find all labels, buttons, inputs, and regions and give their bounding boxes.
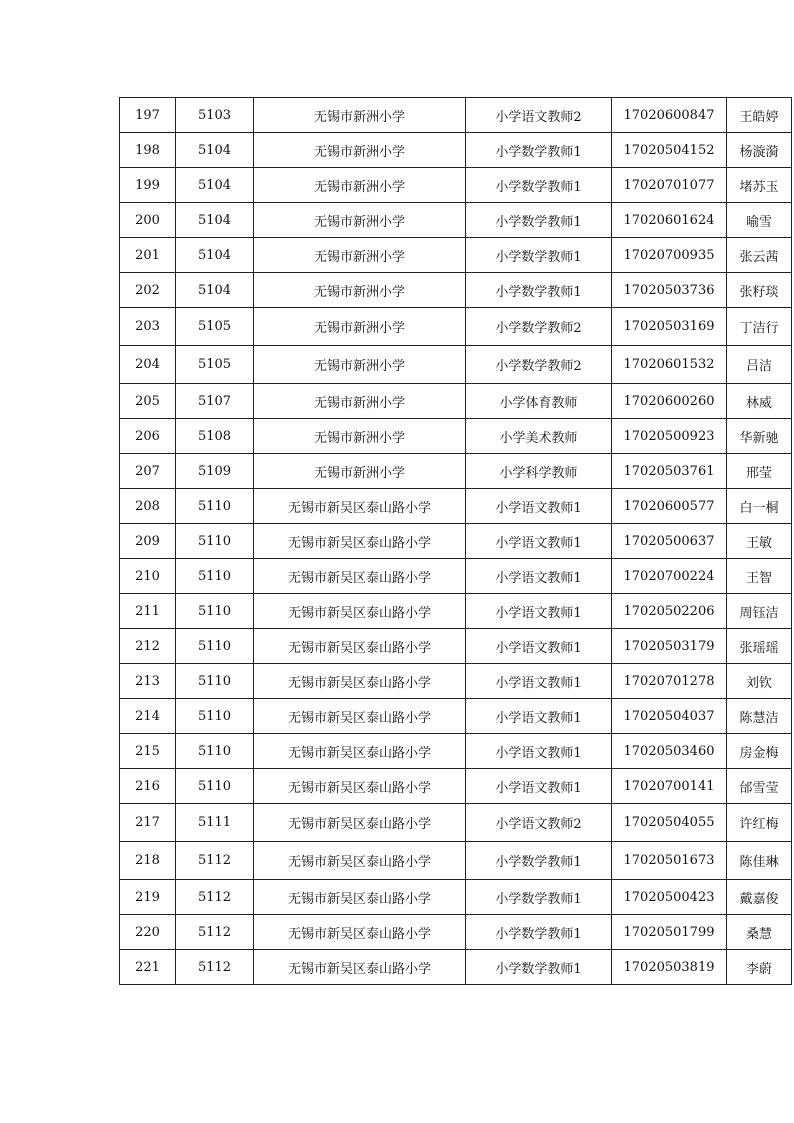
cell-exam-number: 17020500423 bbox=[612, 880, 727, 915]
cell-position-code: 5110 bbox=[176, 664, 254, 699]
cell-position-code: 5110 bbox=[176, 629, 254, 664]
cell-name: 白一桐 bbox=[727, 489, 792, 524]
cell-school: 无锡市新吴区泰山路小学 bbox=[254, 804, 466, 842]
cell-school: 无锡市新吴区泰山路小学 bbox=[254, 950, 466, 985]
cell-exam-number: 17020700224 bbox=[612, 559, 727, 594]
table-row bbox=[120, 489, 792, 524]
cell-seq: 219 bbox=[120, 880, 176, 915]
cell-position-code: 5104 bbox=[176, 133, 254, 168]
cell-position-code: 5104 bbox=[176, 203, 254, 238]
cell-exam-number: 17020500923 bbox=[612, 419, 727, 454]
cell-seq: 203 bbox=[120, 308, 176, 346]
cell-position-code: 5110 bbox=[176, 769, 254, 804]
cell-position: 小学美术教师 bbox=[466, 419, 612, 454]
cell-position: 小学科学教师 bbox=[466, 454, 612, 489]
table-row bbox=[120, 238, 792, 273]
cell-exam-number: 17020502206 bbox=[612, 594, 727, 629]
cell-school: 无锡市新洲小学 bbox=[254, 203, 466, 238]
cell-position: 小学数学教师1 bbox=[466, 880, 612, 915]
cell-school: 无锡市新洲小学 bbox=[254, 346, 466, 384]
cell-seq: 213 bbox=[120, 664, 176, 699]
cell-position-code: 5105 bbox=[176, 346, 254, 384]
table-row bbox=[120, 842, 792, 880]
cell-school: 无锡市新吴区泰山路小学 bbox=[254, 664, 466, 699]
cell-exam-number: 17020700141 bbox=[612, 769, 727, 804]
cell-exam-number: 17020504037 bbox=[612, 699, 727, 734]
cell-position: 小学数学教师2 bbox=[466, 308, 612, 346]
cell-position-code: 5110 bbox=[176, 594, 254, 629]
cell-exam-number: 17020503761 bbox=[612, 454, 727, 489]
cell-exam-number: 17020504152 bbox=[612, 133, 727, 168]
cell-position-code: 5112 bbox=[176, 915, 254, 950]
cell-school: 无锡市新吴区泰山路小学 bbox=[254, 915, 466, 950]
table-row bbox=[120, 804, 792, 842]
cell-seq: 208 bbox=[120, 489, 176, 524]
table-row bbox=[120, 273, 792, 308]
cell-name: 喻雪 bbox=[727, 203, 792, 238]
cell-position-code: 5109 bbox=[176, 454, 254, 489]
table-row bbox=[120, 308, 792, 346]
cell-seq: 201 bbox=[120, 238, 176, 273]
cell-exam-number: 17020601532 bbox=[612, 346, 727, 384]
table-body bbox=[120, 98, 792, 985]
cell-position-code: 5104 bbox=[176, 273, 254, 308]
cell-exam-number: 17020700935 bbox=[612, 238, 727, 273]
cell-position: 小学语文教师1 bbox=[466, 664, 612, 699]
cell-position-code: 5110 bbox=[176, 734, 254, 769]
cell-seq: 216 bbox=[120, 769, 176, 804]
cell-position: 小学数学教师1 bbox=[466, 133, 612, 168]
cell-exam-number: 17020601624 bbox=[612, 203, 727, 238]
cell-position-code: 5111 bbox=[176, 804, 254, 842]
cell-position: 小学语文教师1 bbox=[466, 524, 612, 559]
cell-name: 丁洁行 bbox=[727, 308, 792, 346]
cell-position-code: 5105 bbox=[176, 308, 254, 346]
cell-seq: 212 bbox=[120, 629, 176, 664]
cell-name: 陈佳琳 bbox=[727, 842, 792, 880]
cell-seq: 209 bbox=[120, 524, 176, 559]
cell-school: 无锡市新吴区泰山路小学 bbox=[254, 769, 466, 804]
cell-seq: 198 bbox=[120, 133, 176, 168]
cell-name: 杨漩漪 bbox=[727, 133, 792, 168]
cell-school: 无锡市新吴区泰山路小学 bbox=[254, 524, 466, 559]
cell-position-code: 5108 bbox=[176, 419, 254, 454]
cell-seq: 204 bbox=[120, 346, 176, 384]
table-row bbox=[120, 950, 792, 985]
cell-seq: 221 bbox=[120, 950, 176, 985]
cell-name: 刘钦 bbox=[727, 664, 792, 699]
cell-name: 堵苏玉 bbox=[727, 168, 792, 203]
cell-exam-number: 17020600260 bbox=[612, 384, 727, 419]
cell-name: 张籽琰 bbox=[727, 273, 792, 308]
cell-seq: 207 bbox=[120, 454, 176, 489]
cell-school: 无锡市新吴区泰山路小学 bbox=[254, 629, 466, 664]
cell-exam-number: 17020504055 bbox=[612, 804, 727, 842]
cell-exam-number: 17020701077 bbox=[612, 168, 727, 203]
cell-name: 房金梅 bbox=[727, 734, 792, 769]
cell-position-code: 5112 bbox=[176, 950, 254, 985]
cell-name: 陈慧洁 bbox=[727, 699, 792, 734]
cell-school: 无锡市新吴区泰山路小学 bbox=[254, 489, 466, 524]
table-row bbox=[120, 419, 792, 454]
cell-position: 小学语文教师1 bbox=[466, 629, 612, 664]
cell-school: 无锡市新吴区泰山路小学 bbox=[254, 594, 466, 629]
table-row bbox=[120, 98, 792, 133]
cell-school: 无锡市新吴区泰山路小学 bbox=[254, 559, 466, 594]
cell-exam-number: 17020600577 bbox=[612, 489, 727, 524]
cell-exam-number: 17020600847 bbox=[612, 98, 727, 133]
cell-seq: 217 bbox=[120, 804, 176, 842]
cell-exam-number: 17020503736 bbox=[612, 273, 727, 308]
cell-name: 张瑶瑶 bbox=[727, 629, 792, 664]
cell-position: 小学语文教师1 bbox=[466, 559, 612, 594]
cell-position: 小学数学教师1 bbox=[466, 238, 612, 273]
table-row bbox=[120, 664, 792, 699]
cell-name: 华新驰 bbox=[727, 419, 792, 454]
cell-seq: 211 bbox=[120, 594, 176, 629]
cell-position: 小学数学教师1 bbox=[466, 203, 612, 238]
cell-name: 王智 bbox=[727, 559, 792, 594]
table-row bbox=[120, 133, 792, 168]
table-row bbox=[120, 594, 792, 629]
cell-position: 小学语文教师1 bbox=[466, 734, 612, 769]
cell-school: 无锡市新洲小学 bbox=[254, 98, 466, 133]
cell-school: 无锡市新洲小学 bbox=[254, 238, 466, 273]
table-row bbox=[120, 203, 792, 238]
cell-position: 小学数学教师1 bbox=[466, 950, 612, 985]
cell-school: 无锡市新洲小学 bbox=[254, 308, 466, 346]
cell-school: 无锡市新吴区泰山路小学 bbox=[254, 880, 466, 915]
cell-position: 小学语文教师2 bbox=[466, 804, 612, 842]
cell-position: 小学数学教师1 bbox=[466, 273, 612, 308]
cell-name: 邰雪莹 bbox=[727, 769, 792, 804]
cell-school: 无锡市新洲小学 bbox=[254, 454, 466, 489]
table-row bbox=[120, 454, 792, 489]
cell-position-code: 5112 bbox=[176, 880, 254, 915]
cell-school: 无锡市新吴区泰山路小学 bbox=[254, 842, 466, 880]
table-row bbox=[120, 346, 792, 384]
cell-exam-number: 17020500637 bbox=[612, 524, 727, 559]
cell-position: 小学语文教师1 bbox=[466, 699, 612, 734]
cell-position: 小学语文教师1 bbox=[466, 769, 612, 804]
cell-seq: 215 bbox=[120, 734, 176, 769]
cell-position-code: 5103 bbox=[176, 98, 254, 133]
cell-position: 小学数学教师1 bbox=[466, 842, 612, 880]
cell-school: 无锡市新洲小学 bbox=[254, 273, 466, 308]
cell-exam-number: 17020701278 bbox=[612, 664, 727, 699]
cell-name: 戴嘉俊 bbox=[727, 880, 792, 915]
table-row bbox=[120, 559, 792, 594]
cell-seq: 218 bbox=[120, 842, 176, 880]
cell-school: 无锡市新洲小学 bbox=[254, 133, 466, 168]
cell-school: 无锡市新吴区泰山路小学 bbox=[254, 734, 466, 769]
cell-seq: 206 bbox=[120, 419, 176, 454]
cell-position-code: 5110 bbox=[176, 489, 254, 524]
cell-name: 张云茜 bbox=[727, 238, 792, 273]
cell-position-code: 5107 bbox=[176, 384, 254, 419]
cell-seq: 210 bbox=[120, 559, 176, 594]
table-row bbox=[120, 629, 792, 664]
cell-position: 小学数学教师1 bbox=[466, 168, 612, 203]
cell-school: 无锡市新洲小学 bbox=[254, 384, 466, 419]
cell-position: 小学数学教师1 bbox=[466, 915, 612, 950]
table-row bbox=[120, 699, 792, 734]
cell-position-code: 5112 bbox=[176, 842, 254, 880]
cell-name: 林威 bbox=[727, 384, 792, 419]
cell-position-code: 5110 bbox=[176, 699, 254, 734]
cell-position: 小学语文教师1 bbox=[466, 594, 612, 629]
cell-exam-number: 17020501799 bbox=[612, 915, 727, 950]
cell-position-code: 5110 bbox=[176, 524, 254, 559]
cell-seq: 199 bbox=[120, 168, 176, 203]
table-row bbox=[120, 524, 792, 559]
cell-exam-number: 17020503179 bbox=[612, 629, 727, 664]
cell-name: 许红梅 bbox=[727, 804, 792, 842]
cell-exam-number: 17020503819 bbox=[612, 950, 727, 985]
cell-seq: 202 bbox=[120, 273, 176, 308]
cell-name: 李蔚 bbox=[727, 950, 792, 985]
cell-position-code: 5110 bbox=[176, 559, 254, 594]
cell-seq: 205 bbox=[120, 384, 176, 419]
cell-name: 王敏 bbox=[727, 524, 792, 559]
cell-school: 无锡市新洲小学 bbox=[254, 168, 466, 203]
cell-position-code: 5104 bbox=[176, 238, 254, 273]
cell-name: 吕洁 bbox=[727, 346, 792, 384]
table-row bbox=[120, 168, 792, 203]
cell-seq: 214 bbox=[120, 699, 176, 734]
cell-position: 小学数学教师2 bbox=[466, 346, 612, 384]
cell-seq: 200 bbox=[120, 203, 176, 238]
cell-exam-number: 17020503169 bbox=[612, 308, 727, 346]
cell-exam-number: 17020503460 bbox=[612, 734, 727, 769]
table-row bbox=[120, 384, 792, 419]
table-row bbox=[120, 915, 792, 950]
cell-school: 无锡市新洲小学 bbox=[254, 419, 466, 454]
cell-position-code: 5104 bbox=[176, 168, 254, 203]
table-row bbox=[120, 880, 792, 915]
cell-name: 周钰洁 bbox=[727, 594, 792, 629]
cell-name: 邢莹 bbox=[727, 454, 792, 489]
table-row bbox=[120, 769, 792, 804]
cell-name: 王皓婷 bbox=[727, 98, 792, 133]
cell-name: 桑慧 bbox=[727, 915, 792, 950]
table-row bbox=[120, 734, 792, 769]
cell-seq: 197 bbox=[120, 98, 176, 133]
cell-position: 小学体育教师 bbox=[466, 384, 612, 419]
cell-exam-number: 17020501673 bbox=[612, 842, 727, 880]
cell-position: 小学语文教师2 bbox=[466, 98, 612, 133]
cell-school: 无锡市新吴区泰山路小学 bbox=[254, 699, 466, 734]
cell-position: 小学语文教师1 bbox=[466, 489, 612, 524]
candidate-table bbox=[119, 97, 792, 985]
cell-seq: 220 bbox=[120, 915, 176, 950]
